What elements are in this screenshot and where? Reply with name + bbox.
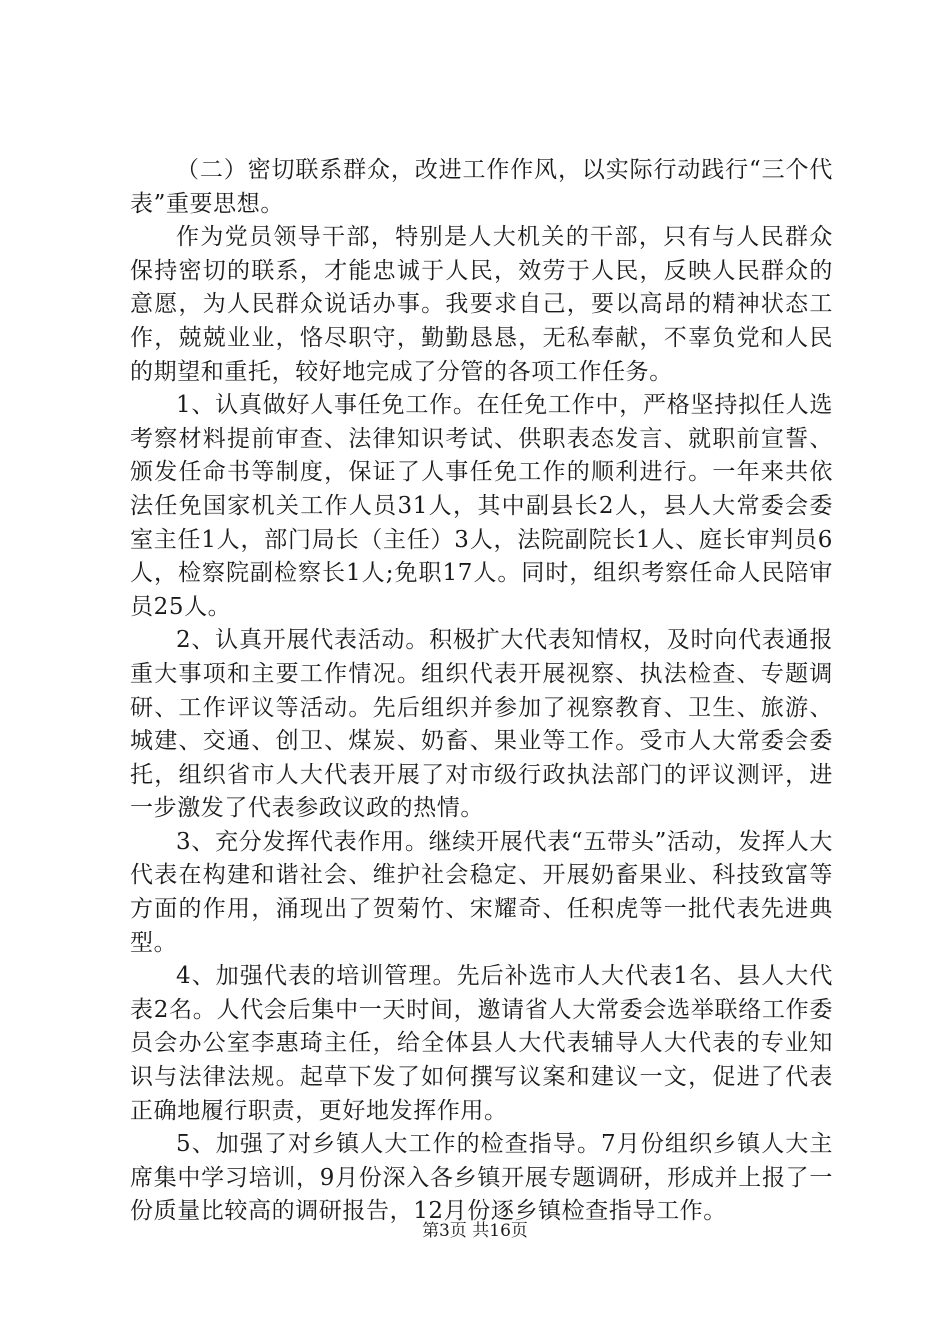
page-footer: 第3页 共16页 bbox=[422, 1221, 528, 1241]
paragraph-intro: 作为党员领导干部，特别是人大机关的干部，只有与人民群众保持密切的联系，才能忠诚于人民，效劳于人民，反映人民群众的意愿，为人民群众说话办事。我要求自己，要以高昂的精神状态工作，兢兢业业，恪尽职守，勤勤恳恳，无私奉献，不辜负党和人民的期望和重托，较好地完成了分管的各项工作任务。 bbox=[130, 224, 833, 385]
paragraph-item-3: 3、充分发挥代表作用。继续开展代表“五带头”活动，发挥人大代表在构建和谐社会、维护社会稳定、开展奶畜果业、科技致富等方面的作用，涌现出了贺菊竹、宋耀奇、任积虎等一批代表先进典型。 bbox=[130, 828, 833, 956]
paragraph-item-1: 1、认真做好人事任免工作。在任免工作中，严格坚持拟任人选考察材料提前审查、法律知识考试、供职表态发言、就职前宣誓、颁发任命书等制度，保证了人事任免工作的顺利进行。一年来共依法任免国家机关工作人员31人，其中副县长2人，县人大常委会委室主任1人，部门局长（主任）3人，法院副院长1人、庭长审判员6人，检察院副检察长1人;免职17人。同时，组织考察任命人民陪审员25人。 bbox=[130, 392, 833, 620]
paragraph-item-5: 5、加强了对乡镇人大工作的检查指导。7月份组织乡镇人大主席集中学习培训，9月份深入各乡镇开展专题调研，形成并上报了一份质量比较高的调研报告，12月份逐乡镇检查指导工作。 bbox=[130, 1131, 833, 1225]
section-heading: （二）密切联系群众，改进工作作风，以实际行动践行“三个代表”重要思想。 bbox=[130, 157, 833, 217]
paragraph-item-4: 4、加强代表的培训管理。先后补选市人大代表1名、县人大代表2名。人代会后集中一天时间，邀请省人大常委会选举联络工作委员会办公室李惠琦主任，给全体县人大代表辅导人大代表的专业知识与法律法规。起草下发了如何撰写议案和建议一文，促进了代表正确地履行职责，更好地发挥作用。 bbox=[130, 963, 833, 1124]
paragraph-item-2: 2、认真开展代表活动。积极扩大代表知情权，及时向代表通报重大事项和主要工作情况。组织代表开展视察、执法检查、专题调研、工作评议等活动。先后组织并参加了视察教育、卫生、旅游、城建、交通、创卫、煤炭、奶畜、果业等工作。受市人大常委会委托，组织省市人大代表开展了对市级行政执法部门的评议测评，进一步激发了代表参政议政的热情。 bbox=[130, 627, 833, 822]
body-text bbox=[130, 154, 833, 1229]
